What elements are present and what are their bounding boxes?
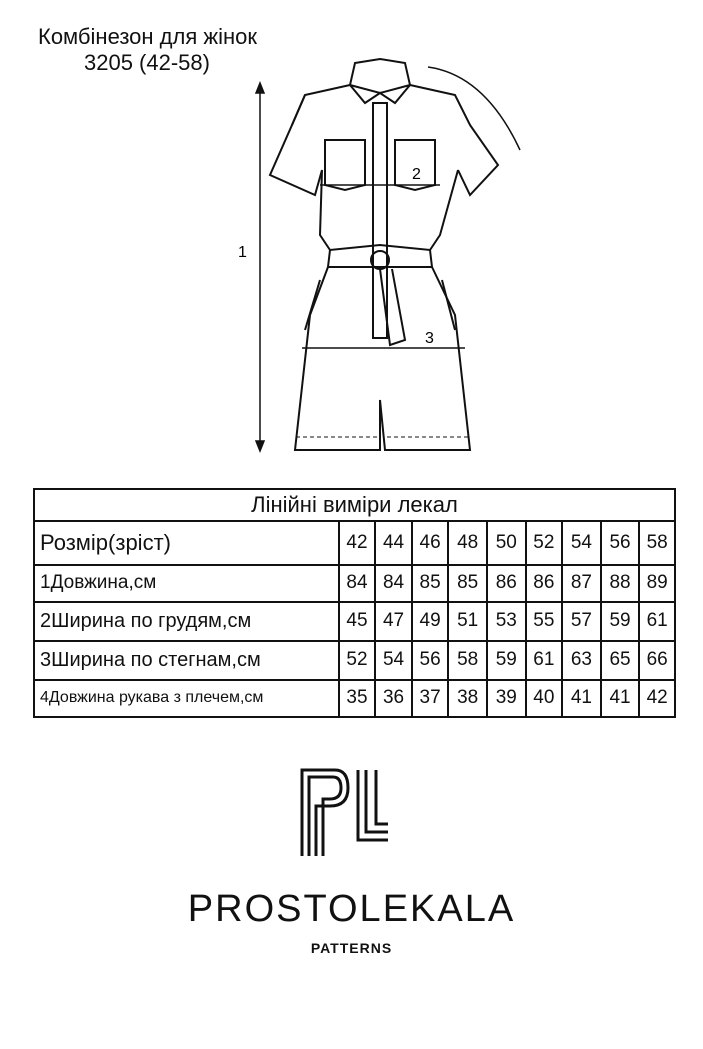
table-row — [34, 602, 675, 641]
value-cell: 39 — [487, 680, 526, 717]
table-title: Лінійні виміри лекал — [34, 489, 675, 521]
product-title — [38, 24, 257, 76]
value-cell: 85 — [412, 565, 449, 602]
value-cell: 66 — [639, 641, 675, 680]
size-cell: 48 — [448, 521, 487, 565]
product-code: 3205 (42-58) — [84, 50, 210, 75]
value-cell: 57 — [562, 602, 601, 641]
value-cell: 86 — [526, 565, 563, 602]
table-row — [34, 565, 675, 602]
measurements-table — [33, 488, 676, 718]
value-cell: 35 — [339, 680, 376, 717]
value-cell: 53 — [487, 602, 526, 641]
value-cell: 52 — [339, 641, 376, 680]
value-cell: 56 — [412, 641, 449, 680]
value-cell: 63 — [562, 641, 601, 680]
table-row — [34, 680, 675, 717]
row-label: 3Ширина по стегнам,см — [34, 641, 339, 680]
size-cell: 42 — [339, 521, 376, 565]
pl-monogram-icon — [300, 768, 390, 858]
brand-name: PROSTOLEKALA — [187, 888, 516, 930]
value-cell: 84 — [339, 565, 376, 602]
value-cell: 58 — [448, 641, 487, 680]
measure-label-1: 1 — [238, 244, 247, 261]
size-cell: 56 — [601, 521, 640, 565]
value-cell: 37 — [412, 680, 449, 717]
value-cell: 47 — [375, 602, 412, 641]
row-label: 4Довжина рукава з плечем,см — [34, 680, 339, 717]
value-cell: 89 — [639, 565, 675, 602]
value-cell: 88 — [601, 565, 640, 602]
size-cell: 52 — [526, 521, 563, 565]
value-cell: 59 — [601, 602, 640, 641]
size-cell: 54 — [562, 521, 601, 565]
value-cell: 45 — [339, 602, 376, 641]
value-cell: 54 — [375, 641, 412, 680]
jumpsuit-sketch — [230, 55, 540, 460]
table-row — [34, 521, 675, 565]
value-cell: 55 — [526, 602, 563, 641]
brand-subtitle: PATTERNS — [310, 940, 393, 956]
value-cell: 41 — [562, 680, 601, 717]
value-cell: 42 — [639, 680, 675, 717]
value-cell: 85 — [448, 565, 487, 602]
size-label: Розмір(зріст) — [34, 521, 339, 565]
row-label: 2Ширина по грудям,см — [34, 602, 339, 641]
value-cell: 36 — [375, 680, 412, 717]
value-cell: 84 — [375, 565, 412, 602]
product-name: Комбінезон для жінок — [38, 24, 257, 49]
value-cell: 41 — [601, 680, 640, 717]
value-cell: 61 — [526, 641, 563, 680]
row-label: 1Довжина,см — [34, 565, 339, 602]
measure-label-2: 2 — [412, 166, 421, 183]
size-cell: 58 — [639, 521, 675, 565]
value-cell: 38 — [448, 680, 487, 717]
measure-label-3: 3 — [425, 330, 434, 347]
value-cell: 49 — [412, 602, 449, 641]
value-cell: 51 — [448, 602, 487, 641]
value-cell: 87 — [562, 565, 601, 602]
value-cell: 65 — [601, 641, 640, 680]
value-cell: 40 — [526, 680, 563, 717]
size-cell: 50 — [487, 521, 526, 565]
collar-shape — [350, 59, 410, 93]
size-cell: 44 — [375, 521, 412, 565]
size-cell: 46 — [412, 521, 449, 565]
value-cell: 86 — [487, 565, 526, 602]
table-row — [34, 641, 675, 680]
value-cell: 59 — [487, 641, 526, 680]
value-cell: 61 — [639, 602, 675, 641]
